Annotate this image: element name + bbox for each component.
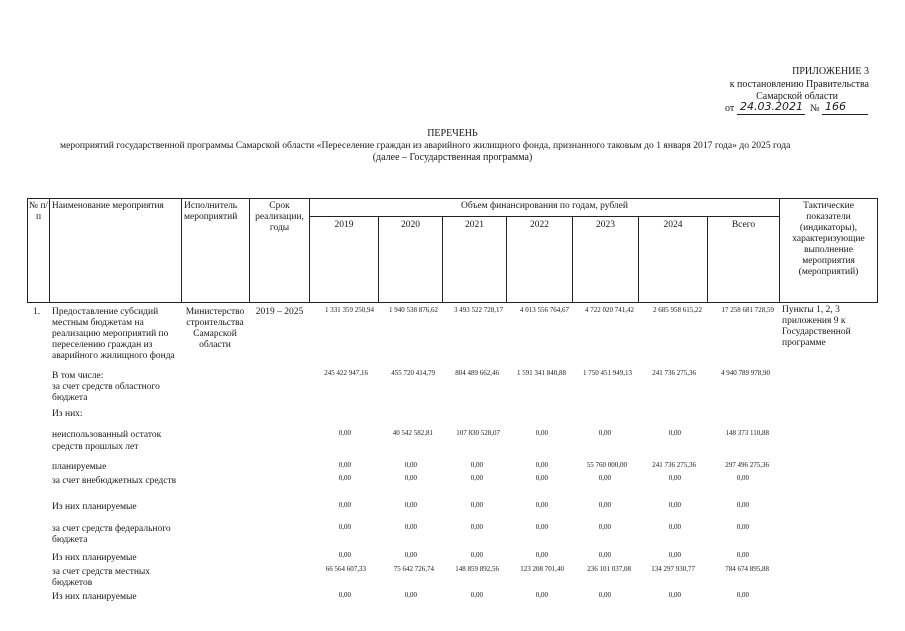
item-value: 4 722 020 741,42 bbox=[585, 306, 634, 314]
row-value: 107 830 528,07 bbox=[456, 429, 500, 437]
row-value: 0,00 bbox=[736, 474, 749, 482]
row-value: 0,00 bbox=[338, 551, 351, 559]
header-year-2023: 2023 bbox=[596, 220, 615, 230]
row-value: 134 297 930,77 bbox=[651, 565, 695, 573]
row-value: 0,00 bbox=[338, 523, 351, 531]
row-value: 0,00 bbox=[470, 591, 483, 599]
item-executor: Министерство строительства Самарской области bbox=[185, 307, 245, 350]
row-label: В том числе: bbox=[52, 371, 104, 381]
appendix-line-2: Самарской области bbox=[756, 91, 838, 102]
header-year-2020: 2020 bbox=[401, 220, 420, 230]
row-value: 0,00 bbox=[535, 461, 548, 469]
doc-subtitle-2: (далее – Государственная программа) bbox=[372, 152, 533, 163]
row-label-2: бюджета bbox=[52, 535, 88, 545]
row-value: 0,00 bbox=[404, 523, 417, 531]
row-value: 0,00 bbox=[535, 474, 548, 482]
item-name: Предоставление субсидий местным бюджетам на реализацию мероприятий по переселению граждан из аварийного жилищного фонда bbox=[52, 307, 175, 361]
row-value: 0,00 bbox=[668, 429, 681, 437]
item-term: 2019 – 2025 bbox=[255, 307, 304, 317]
row-value: 784 674 895,88 bbox=[725, 565, 769, 573]
item-value: 4 013 556 764,67 bbox=[520, 306, 569, 314]
row-value: 40 542 582,81 bbox=[392, 429, 433, 437]
header-indicators: Тактические показатели (индикаторы), характеризующие выполнение мероприятия (мероприятий) bbox=[792, 201, 865, 277]
row-value: 0,00 bbox=[535, 551, 548, 559]
header-year-2021: 2021 bbox=[465, 220, 484, 230]
row-value: 0,00 bbox=[338, 591, 351, 599]
row-value: 0,00 bbox=[338, 461, 351, 469]
row-value: 148 373 110,88 bbox=[725, 429, 769, 437]
row-value: 1 750 451 949,13 bbox=[583, 369, 632, 377]
header-term: Срок реализации, годы bbox=[255, 201, 304, 233]
item-number: 1. bbox=[33, 307, 41, 317]
row-value: 0,00 bbox=[668, 474, 681, 482]
row-value: 245 422 947,16 bbox=[324, 369, 368, 377]
row-value: 0,00 bbox=[535, 501, 548, 509]
row-value: 0,00 bbox=[736, 523, 749, 531]
header-year-2022: 2022 bbox=[530, 220, 549, 230]
row-label: за счет средств федерального bbox=[52, 524, 171, 534]
row-value: 66 564 607,33 bbox=[325, 565, 366, 573]
row-value: 0,00 bbox=[598, 523, 611, 531]
row-value: 0,00 bbox=[338, 429, 351, 437]
doc-subtitle-1: мероприятий государственной программы Самарской области «Переселение граждан из аварийного жилищного фонда, признанного таковым до 1 января 2017 года» до 2025 года bbox=[60, 140, 791, 151]
row-value: 455 720 414,79 bbox=[391, 369, 435, 377]
row-value: 0,00 bbox=[736, 551, 749, 559]
row-value: 75 642 726,74 bbox=[393, 565, 434, 573]
date-underline bbox=[737, 114, 805, 115]
row-value: 0,00 bbox=[598, 551, 611, 559]
row-value: 0,00 bbox=[338, 474, 351, 482]
row-label: Из них: bbox=[52, 409, 83, 419]
row-value: 0,00 bbox=[668, 591, 681, 599]
row-value: 297 496 275,36 bbox=[725, 461, 769, 469]
number-underline bbox=[822, 114, 868, 115]
row-label: Из них планируемые bbox=[52, 592, 137, 602]
appendix-date: 24.03.2021 bbox=[740, 100, 803, 113]
row-label: Из них планируемые bbox=[52, 553, 137, 563]
header-total: Всего bbox=[731, 220, 756, 230]
row-label: неиспользованный остаток bbox=[52, 430, 162, 440]
row-value: 0,00 bbox=[736, 501, 749, 509]
row-label-2: бюджетов bbox=[52, 578, 93, 588]
row-value: 804 489 662,46 bbox=[455, 369, 499, 377]
header-year-2019: 2019 bbox=[334, 220, 354, 230]
header-name: Наименование мероприятия bbox=[52, 201, 164, 211]
row-value: 0,00 bbox=[598, 474, 611, 482]
row-value: 0,00 bbox=[535, 523, 548, 531]
row-value: 0,00 bbox=[668, 501, 681, 509]
row-value: 0,00 bbox=[598, 501, 611, 509]
row-value: 0,00 bbox=[598, 429, 611, 437]
row-value: 0,00 bbox=[598, 591, 611, 599]
doc-title: ПЕРЕЧЕНЬ bbox=[427, 128, 478, 139]
appendix-line-1: к постановлению Правительства bbox=[729, 79, 869, 90]
row-value: 0,00 bbox=[535, 591, 548, 599]
row-value: 0,00 bbox=[404, 501, 417, 509]
item-value: 17 258 681 728,59 bbox=[721, 306, 774, 314]
row-value: 0,00 bbox=[470, 523, 483, 531]
header-executor: Исполнитель мероприятий bbox=[184, 201, 238, 222]
row-value: 241 736 275,36 bbox=[652, 461, 696, 469]
row-value: 0,00 bbox=[668, 523, 681, 531]
row-value: 1 591 341 840,88 bbox=[517, 369, 566, 377]
appendix-number: 166 bbox=[825, 100, 846, 113]
row-label-2: средств прошлых лет bbox=[52, 442, 139, 452]
row-value: 4 940 789 978,90 bbox=[721, 369, 770, 377]
row-label: за счет внебюджетных средств bbox=[52, 476, 177, 486]
appendix-from: от bbox=[725, 103, 735, 114]
item-value: 1 940 538 876,62 bbox=[389, 306, 438, 314]
row-label: планируемые bbox=[52, 462, 107, 472]
row-value: 55 760 000,00 bbox=[586, 461, 627, 469]
row-value: 0,00 bbox=[404, 591, 417, 599]
row-label: за счет средств местных bbox=[52, 567, 151, 577]
header-number: № п/п bbox=[28, 201, 49, 222]
item-indicators: Пункты 1, 2, 3 приложения 9 к Государственной программе bbox=[782, 305, 851, 348]
item-value: 1 331 359 250,94 bbox=[325, 306, 374, 314]
appendix-no-sign: № bbox=[810, 103, 820, 114]
header-funding: Объем финансирования по годам, рублей bbox=[461, 201, 628, 211]
header-year-2024: 2024 bbox=[663, 220, 683, 230]
row-value: 0,00 bbox=[404, 474, 417, 482]
row-value: 0,00 bbox=[470, 501, 483, 509]
item-value: 2 685 958 615,22 bbox=[653, 306, 702, 314]
row-value: 123 208 701,40 bbox=[520, 565, 564, 573]
row-value: 241 736 275,36 bbox=[652, 369, 696, 377]
row-value: 0,00 bbox=[668, 551, 681, 559]
row-label-2: за счет средств областного бюджета bbox=[52, 382, 160, 403]
row-value: 148 859 892,56 bbox=[455, 565, 499, 573]
appendix-title: ПРИЛОЖЕНИЕ 3 bbox=[792, 66, 869, 77]
row-value: 0,00 bbox=[470, 551, 483, 559]
row-value: 0,00 bbox=[404, 461, 417, 469]
item-value: 3 493 522 728,17 bbox=[454, 306, 503, 314]
row-value: 0,00 bbox=[404, 551, 417, 559]
row-value: 0,00 bbox=[736, 591, 749, 599]
row-value: 236 101 037,08 bbox=[587, 565, 631, 573]
row-value: 0,00 bbox=[338, 501, 351, 509]
row-value: 0,00 bbox=[535, 429, 548, 437]
row-value: 0,00 bbox=[470, 474, 483, 482]
row-label: Из них планируемые bbox=[52, 502, 137, 512]
row-value: 0,00 bbox=[470, 461, 483, 469]
